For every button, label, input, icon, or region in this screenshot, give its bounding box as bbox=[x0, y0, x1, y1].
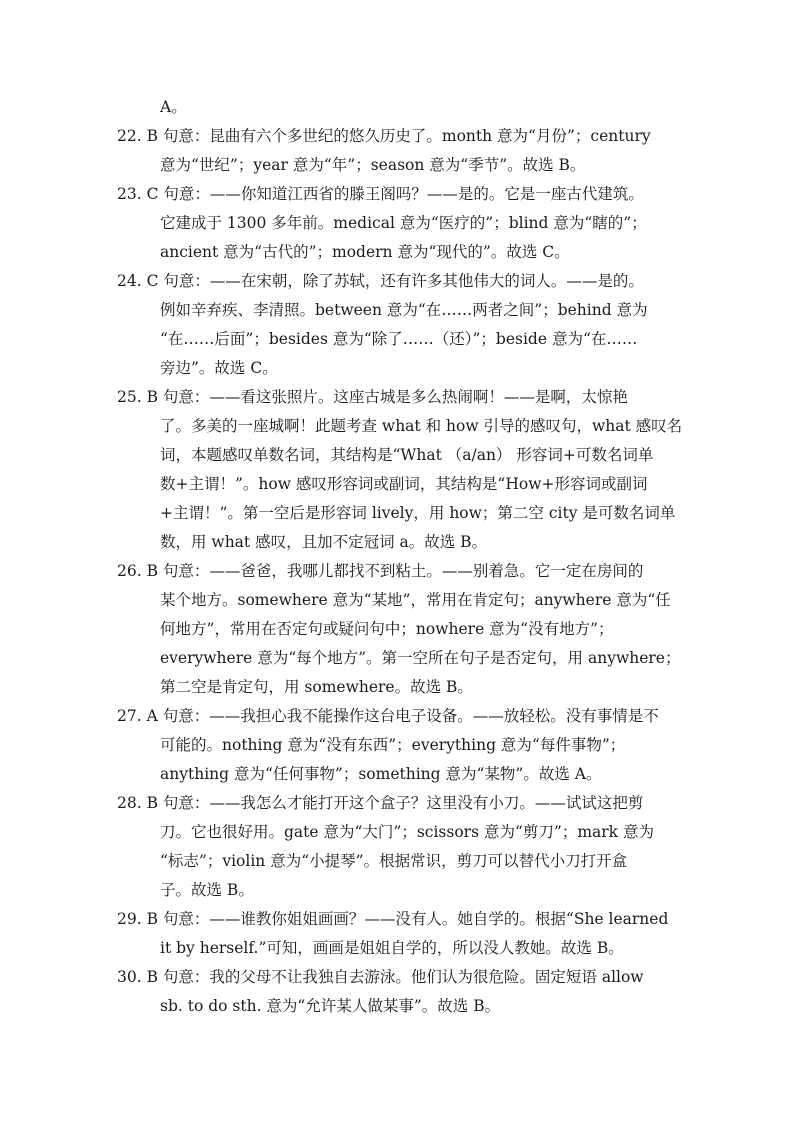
answer-item-heading-line: 27. A 句意：——我担心我不能操作这台电子设备。——放轻松。没有事情是不 bbox=[117, 707, 659, 725]
answer-item-heading-line: 30. B 句意：我的父母不让我独自去游泳。他们认为很危险。固定短语 allow bbox=[117, 968, 644, 986]
answer-item-text-line: 数+主谓！”。how 感叹形容词或副词，其结构是“How+形容词或副词 bbox=[160, 475, 648, 493]
answer-item-text-line: 可能的。nothing 意为“没有东西”；everything 意为“每件事物”； bbox=[160, 736, 626, 754]
answer-item-heading-line: 29. B 句意：——谁教你姐姐画画？——没有人。她自学的。根据“She learned bbox=[117, 910, 669, 928]
answer-item-text-line: it by herself.”可知，画画是姐姐自学的，所以没人教她。故选 B。 bbox=[160, 939, 624, 957]
answer-item-heading-line: 23. C 句意：——你知道江西省的滕王阁吗？——是的。它是一座古代建筑。 bbox=[117, 185, 644, 203]
answer-item-text-line: 它建成于 1300 多年前。medical 意为“医疗的”；blind 意为“瞎的”； bbox=[160, 214, 647, 232]
answer-item-heading-line: 24. C 句意：——在宋朝，除了苏轼，还有许多其他伟大的词人。——是的。 bbox=[117, 272, 644, 290]
answer-item-heading-line: 25. B 句意：——看这张照片。这座古城是多么热闹啊！——是啊，太惊艳 bbox=[117, 388, 628, 406]
answer-item-text-line: 第二空是肯定句，用 somewhere。故选 B。 bbox=[160, 678, 473, 696]
answer-item-text-line: 数，用 what 感叹，且加不定冠词 a。故选 B。 bbox=[160, 533, 488, 551]
answer-item-text-line: 旁边”。故选 C。 bbox=[160, 359, 278, 377]
answer-item-text-line: 意为“世纪”；year 意为“年”；season 意为“季节”。故选 B。 bbox=[160, 156, 586, 174]
answer-item-text-line: 词，本题感叹单数名词，其结构是“What （a/an） 形容词+可数名词单 bbox=[160, 446, 654, 464]
answer-item-heading-line: 28. B 句意：——我怎么才能打开这个盒子？这里没有小刀。——试试这把剪 bbox=[117, 794, 644, 812]
answer-item-text-line: 子。故选 B。 bbox=[160, 881, 254, 899]
answer-item-text-line: 例如辛弃疾、李清照。between 意为“在……两者之间”；behind 意为 bbox=[160, 301, 648, 319]
answer-item-text-line: anything 意为“任何事物”；something 意为“某物”。故选 A。 bbox=[160, 765, 602, 783]
answer-item-text-line: sb. to do sth. 意为“允许某人做某事”。故选 B。 bbox=[160, 997, 501, 1015]
answer-item-text-line: everywhere 意为“每个地方”。第一空所在句子是否定句，用 anywhere； bbox=[160, 649, 681, 667]
answer-item-text-line: +主谓！”。第一空后是形容词 lively，用 how；第二空 city 是可数名词单 bbox=[160, 504, 676, 522]
answer-item-text-line: “标志”；violin 意为“小提琴”。根据常识，剪刀可以替代小刀打开盒 bbox=[160, 852, 628, 870]
answer-item-text-line: 何地方”，常用在否定句或疑问句中；nowhere 意为“没有地方”； bbox=[160, 620, 614, 638]
answer-item-text-line: 了。多美的一座城啊！此题考查 what 和 how 引导的感叹句，what 感叹名 bbox=[160, 417, 683, 435]
answer-item-heading-line: 22. B 句意：昆曲有六个多世纪的悠久历史了。month 意为“月份”；century bbox=[117, 127, 651, 145]
answer-item-text-line: 某个地方。somewhere 意为“某地”，常用在肯定句；anywhere 意为“任 bbox=[160, 591, 671, 609]
answer-item-text-line: “在……后面”；besides 意为“除了……（还）”；beside 意为“在…… bbox=[160, 330, 638, 348]
answer-item-text-line: A。 bbox=[160, 98, 187, 116]
answer-item-text-line: ancient 意为“古代的”；modern 意为“现代的”。故选 C。 bbox=[160, 243, 570, 261]
answer-item-heading-line: 26. B 句意：——爸爸，我哪儿都找不到粘土。——别着急。它一定在房间的 bbox=[117, 562, 644, 580]
answer-item-text-line: 刀。它也很好用。gate 意为“大门”；scissors 意为“剪刀”；mark 意为 bbox=[160, 823, 654, 841]
